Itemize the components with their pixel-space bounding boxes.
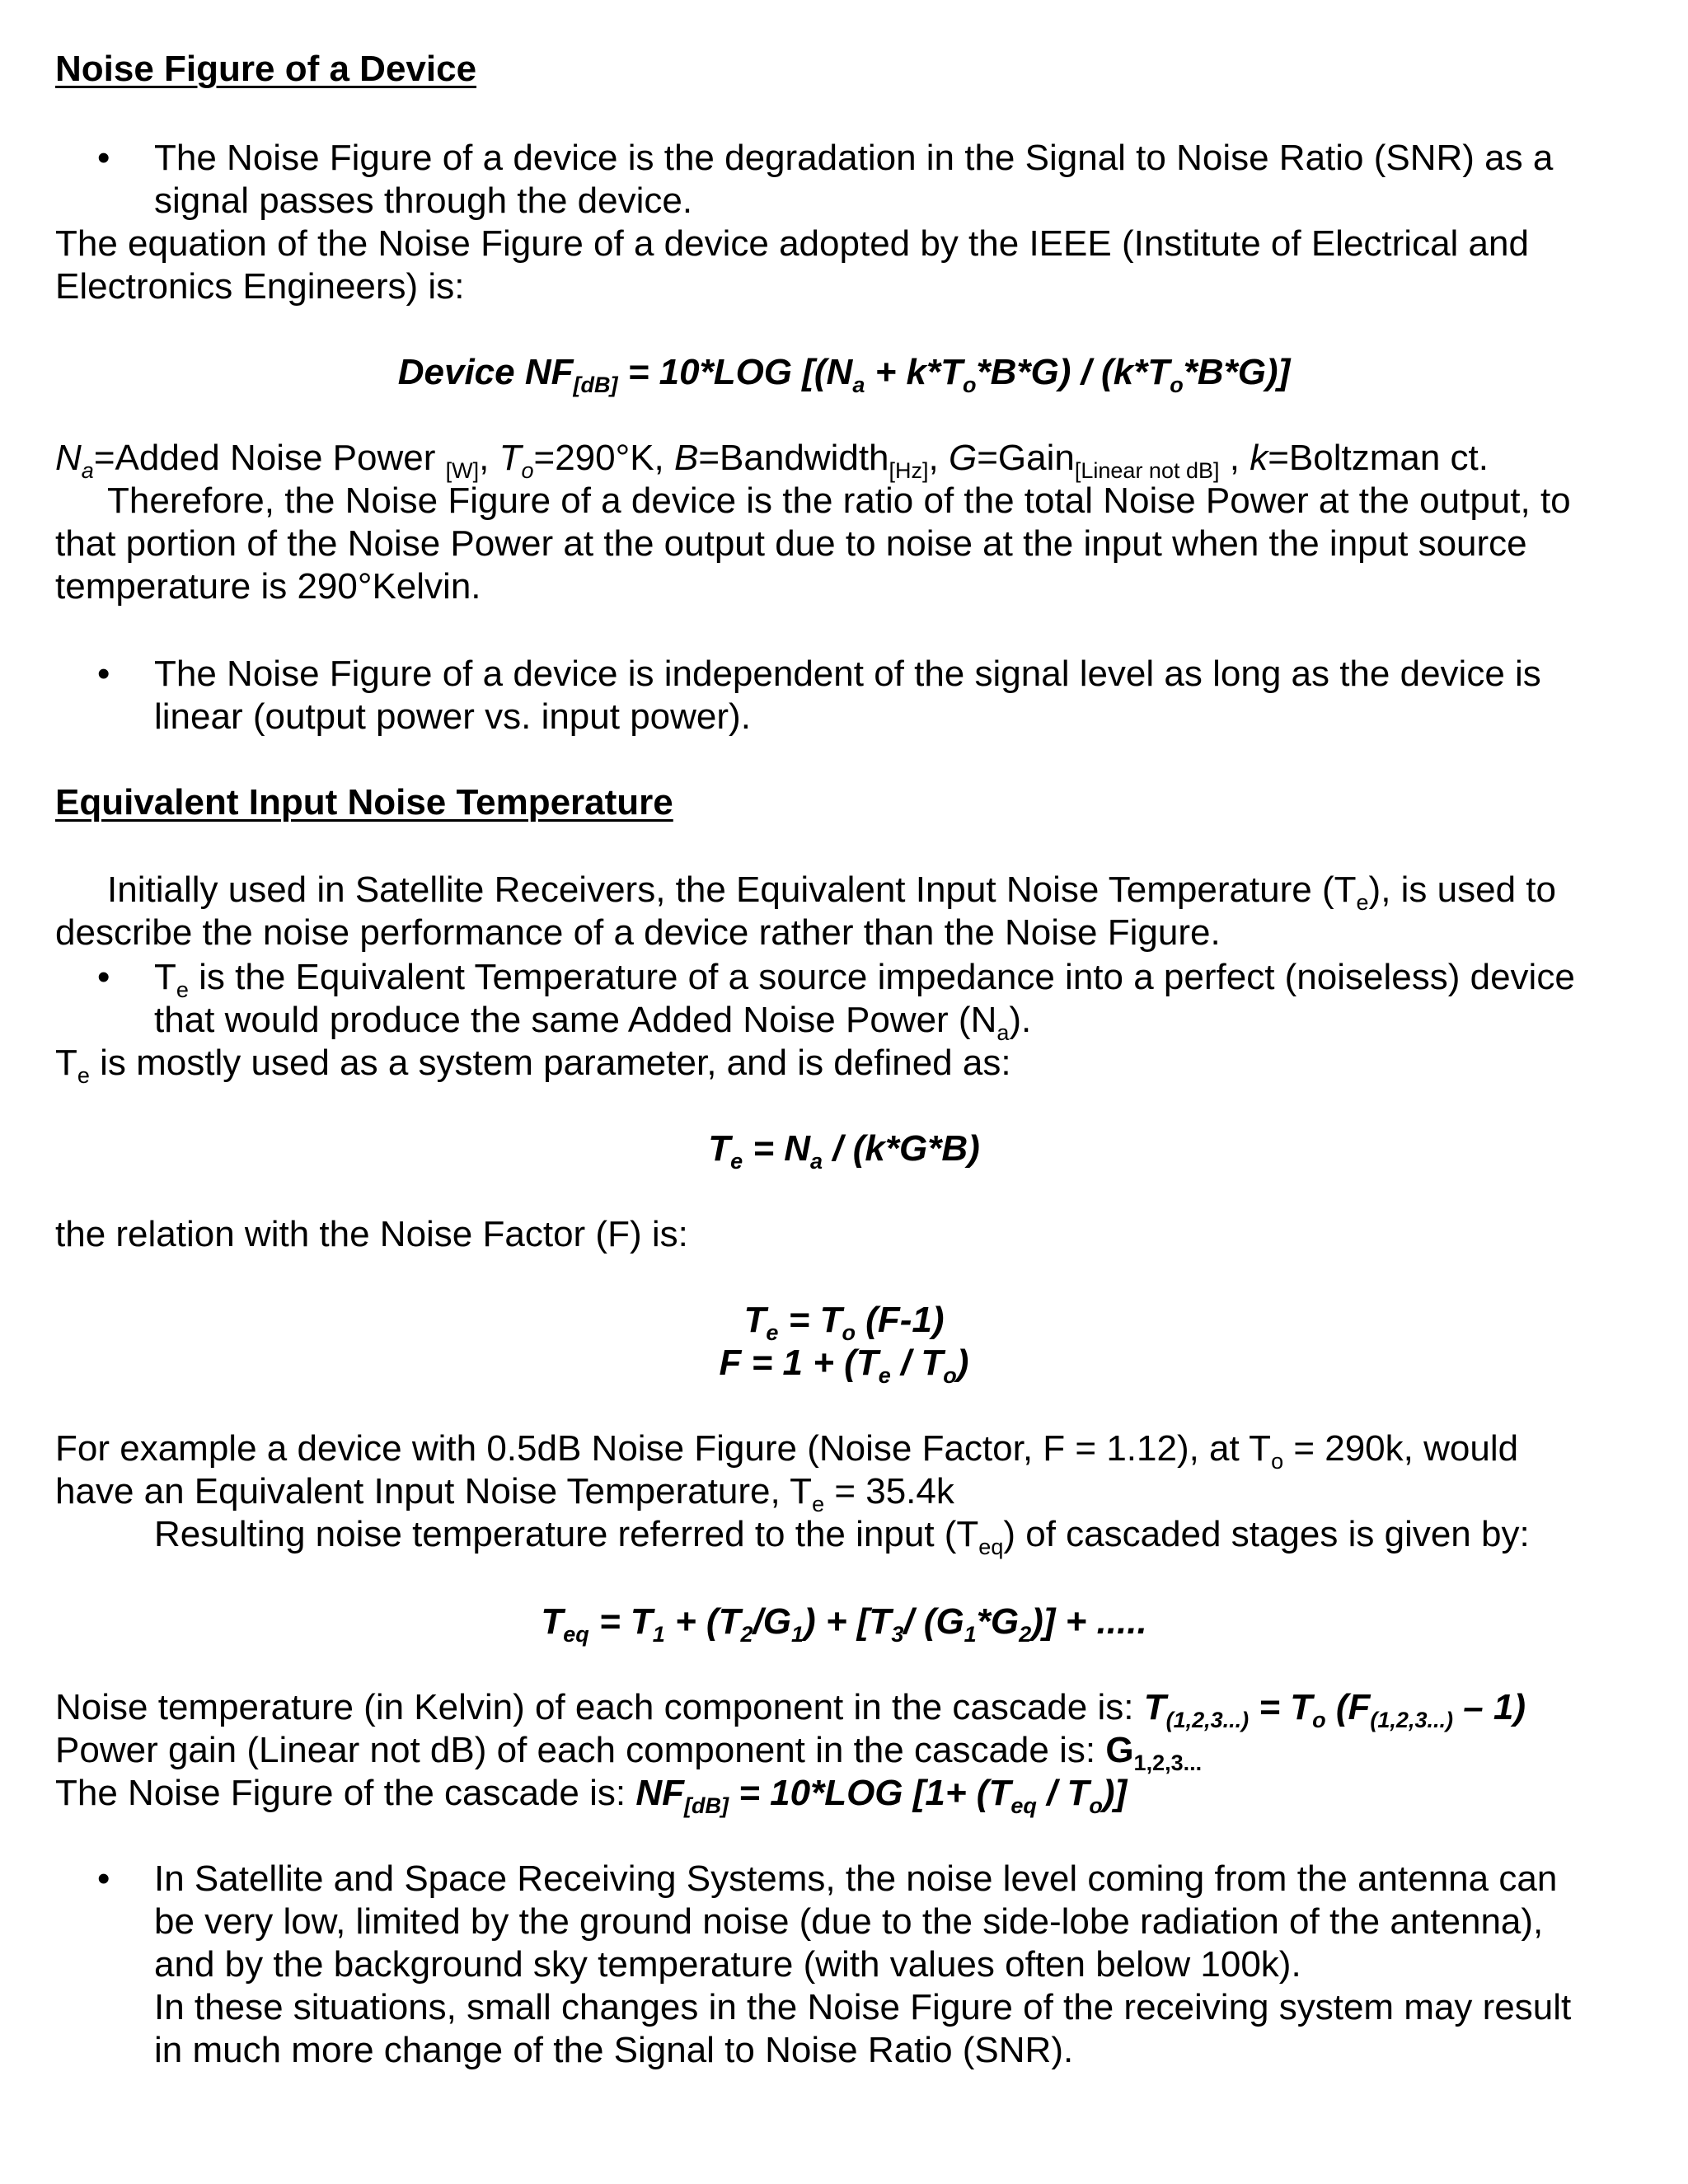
para1-line2: Electronics Engineers) is: <box>55 266 465 307</box>
eq-subscript: 3 <box>891 1622 904 1647</box>
text-part: The Noise Figure of the cascade is: <box>55 1773 636 1813</box>
eq-part: Device NF <box>397 352 574 392</box>
text-part: T <box>55 1043 77 1083</box>
text-part: T <box>154 957 176 997</box>
eq-part: + k*T <box>865 352 963 392</box>
subscript: e <box>812 1492 825 1516</box>
formula-subscript: (1,2,3...) <box>1165 1708 1250 1732</box>
def-var: T <box>499 438 522 478</box>
s2-bullet1-line1 <box>154 956 1575 1002</box>
formula-part: (F <box>1325 1687 1371 1727</box>
eq-part: = T <box>778 1300 842 1340</box>
formula-part: = 10*LOG [1+ (T <box>728 1773 1011 1813</box>
eq-subscript: o <box>1170 373 1184 397</box>
def-var: N <box>55 438 82 478</box>
s2-bullet2-line2: be very low, limited by the ground noise (due to the side-lobe radiation of the antenna), <box>154 1901 1544 1942</box>
eq-part: (F-1) <box>855 1300 945 1340</box>
def-text: , <box>928 438 949 478</box>
def-unit: [Linear not dB] <box>1074 458 1220 483</box>
bullet-marker: • <box>97 138 110 178</box>
eq-part: *G <box>976 1601 1020 1642</box>
eq-part: T <box>708 1128 731 1169</box>
para2-line1: Therefore, the Noise Figure of a device is the ratio of the total Noise Power at the output, to <box>107 480 1571 521</box>
def-text: =Added Noise Power <box>93 438 446 478</box>
relation-line: the relation with the Noise Factor (F) is: <box>55 1214 688 1254</box>
eq-part: / (k*G*B) <box>823 1128 980 1169</box>
te-relation-equation <box>0 1299 1688 1345</box>
eq-part: = 10*LOG [(N <box>617 352 853 392</box>
eq-part: /G <box>753 1601 791 1642</box>
formula-part: NF <box>635 1773 684 1813</box>
text-part: Resulting noise temperature referred to the input (T <box>154 1514 979 1554</box>
def-unit: [W] <box>445 458 480 483</box>
text-part: Power gain (Linear not dB) of each component in the cascade is: <box>55 1730 1106 1770</box>
cascade-nf-line <box>55 1772 1128 1818</box>
eq-subscript: eq <box>563 1622 589 1647</box>
formula-subscript: eq <box>1010 1793 1037 1818</box>
s2-para1-line1 <box>107 869 1556 915</box>
heading-noise-figure: Noise Figure of a Device <box>55 49 477 89</box>
eq-subscript: a <box>810 1149 823 1174</box>
subscript: e <box>176 977 189 1002</box>
def-var: k <box>1250 438 1268 478</box>
def-unit: [Hz] <box>889 458 929 483</box>
text-part: ), is used to <box>1368 869 1556 910</box>
subscript: a <box>996 1020 1010 1045</box>
def-var: B <box>674 438 699 478</box>
cascade-equation <box>0 1601 1688 1647</box>
def-text: =Gain <box>977 438 1075 478</box>
para2-line2: that portion of the Noise Power at the output due to noise at the input when the input source <box>55 523 1527 564</box>
eq-part: *B*G) / (k*T <box>976 352 1170 392</box>
def-text: , <box>1219 438 1250 478</box>
eq-subscript: o <box>962 373 977 397</box>
heading-equivalent-temperature: Equivalent Input Noise Temperature <box>55 782 673 823</box>
eq-subscript: 1 <box>652 1622 665 1647</box>
text-part: is mostly used as a system parameter, and is defined as: <box>89 1043 1011 1083</box>
eq-subscript: 1 <box>964 1622 977 1647</box>
s2-para1-line2: describe the noise performance of a device rather than the Noise Figure. <box>55 912 1221 953</box>
eq-part: / (G <box>903 1601 964 1642</box>
def-text: =Bandwidth <box>698 438 889 478</box>
bullet2-line1: The Noise Figure of a device is independent of the signal level as long as the device is <box>154 654 1541 694</box>
nf-equation <box>0 351 1688 397</box>
eq-subscript: 2 <box>740 1622 753 1647</box>
example-line2 <box>55 1470 954 1516</box>
text-part: = 35.4k <box>824 1471 954 1511</box>
definitions-line <box>55 437 1489 483</box>
text-part: is the Equivalent Temperature of a source impedance into a perfect (noiseless) device <box>188 957 1575 997</box>
subscript: e <box>1356 890 1369 915</box>
formula-part: – 1) <box>1452 1687 1526 1727</box>
eq-part: + (T <box>664 1601 741 1642</box>
bullet2-line2: linear (output power vs. input power). <box>154 696 751 737</box>
formula-subscript: [dB] <box>684 1793 729 1818</box>
text-part: ) of cascaded stages is given by: <box>1003 1514 1530 1554</box>
formula-subscript: (1,2,3...) <box>1370 1708 1453 1732</box>
s2-para2 <box>55 1042 1011 1088</box>
noise-temperature-line <box>55 1686 1526 1732</box>
bullet1-line1: The Noise Figure of a device is the degradation in the Signal to Noise Ratio (SNR) as a <box>154 138 1554 178</box>
text-part: For example a device with 0.5dB Noise Figure (Noise Factor, F = 1.12), at T <box>55 1428 1272 1469</box>
eq-part: F = 1 + (T <box>719 1343 879 1383</box>
text-part: Noise temperature (in Kelvin) of each component in the cascade is: <box>55 1687 1144 1727</box>
s2-bullet1-line2 <box>154 999 1032 1045</box>
formula-subscript: o <box>1089 1793 1103 1818</box>
def-subscript: o <box>521 458 534 483</box>
subscript: e <box>77 1063 90 1088</box>
f-relation-equation <box>0 1342 1688 1388</box>
text-part: that would produce the same Added Noise Power (N <box>154 1000 997 1040</box>
subscript: o <box>1271 1449 1284 1474</box>
example-line1 <box>55 1427 1519 1474</box>
eq-part: *B*G)] <box>1183 352 1291 392</box>
subscript: eq <box>978 1535 1004 1559</box>
eq-subscript: e <box>766 1320 779 1345</box>
power-gain-line <box>55 1729 1203 1775</box>
te-equation <box>0 1127 1688 1174</box>
s2-bullet2-line1: In Satellite and Space Receiving Systems, the noise level coming from the antenna can <box>154 1858 1558 1899</box>
formula-part: )] <box>1102 1773 1128 1813</box>
formula-part: / T <box>1036 1773 1090 1813</box>
resulting-line <box>154 1513 1530 1559</box>
eq-subscript: [dB] <box>573 373 618 397</box>
text-part: = 290k, would <box>1283 1428 1519 1469</box>
eq-part: ) + [T <box>803 1601 892 1642</box>
text-part: have an Equivalent Input Noise Temperature, T <box>55 1471 813 1511</box>
def-subscript: a <box>81 458 94 483</box>
text-part: Initially used in Satellite Receivers, the Equivalent Input Noise Temperature (T <box>107 869 1357 910</box>
eq-subscript: 2 <box>1019 1622 1032 1647</box>
bullet-marker: • <box>97 1858 110 1899</box>
text-part: ). <box>1009 1000 1032 1040</box>
s2-bullet2-line4: In these situations, small changes in the Noise Figure of the receiving system may result <box>154 1987 1572 2027</box>
def-text: =Boltzman ct. <box>1268 438 1489 478</box>
bullet-marker: • <box>97 654 110 694</box>
formula-subscript: 1,2,3... <box>1133 1750 1203 1775</box>
bullet-marker: • <box>97 957 110 997</box>
eq-part: )] + ..... <box>1031 1601 1147 1642</box>
formula-subscript: o <box>1312 1708 1326 1732</box>
eq-part: = N <box>743 1128 811 1169</box>
eq-subscript: a <box>852 373 865 397</box>
para2-line3: temperature is 290°Kelvin. <box>55 566 481 607</box>
def-var: G <box>949 438 978 478</box>
eq-subscript: e <box>878 1363 891 1388</box>
formula-part: G <box>1105 1730 1134 1770</box>
eq-subscript: o <box>943 1363 957 1388</box>
eq-part: = T <box>588 1601 653 1642</box>
formula-part: = T <box>1249 1687 1313 1727</box>
eq-subscript: 1 <box>790 1622 804 1647</box>
eq-part: ) <box>956 1343 969 1383</box>
s2-bullet2-line3: and by the background sky temperature (with values often below 100k). <box>154 1944 1301 1985</box>
formula-part: T <box>1143 1687 1166 1727</box>
s2-bullet2-line5: in much more change of the Signal to Noise Ratio (SNR). <box>154 2030 1074 2070</box>
eq-subscript: o <box>842 1320 856 1345</box>
eq-subscript: e <box>730 1149 743 1174</box>
def-text: , <box>479 438 499 478</box>
def-text: =290°K, <box>533 438 674 478</box>
eq-part: / T <box>890 1343 944 1383</box>
eq-part: T <box>743 1300 767 1340</box>
bullet1-line2: signal passes through the device. <box>154 180 693 221</box>
para1-line1: The equation of the Noise Figure of a device adopted by the IEEE (Institute of Electrical and <box>55 223 1529 264</box>
eq-part: T <box>541 1601 564 1642</box>
